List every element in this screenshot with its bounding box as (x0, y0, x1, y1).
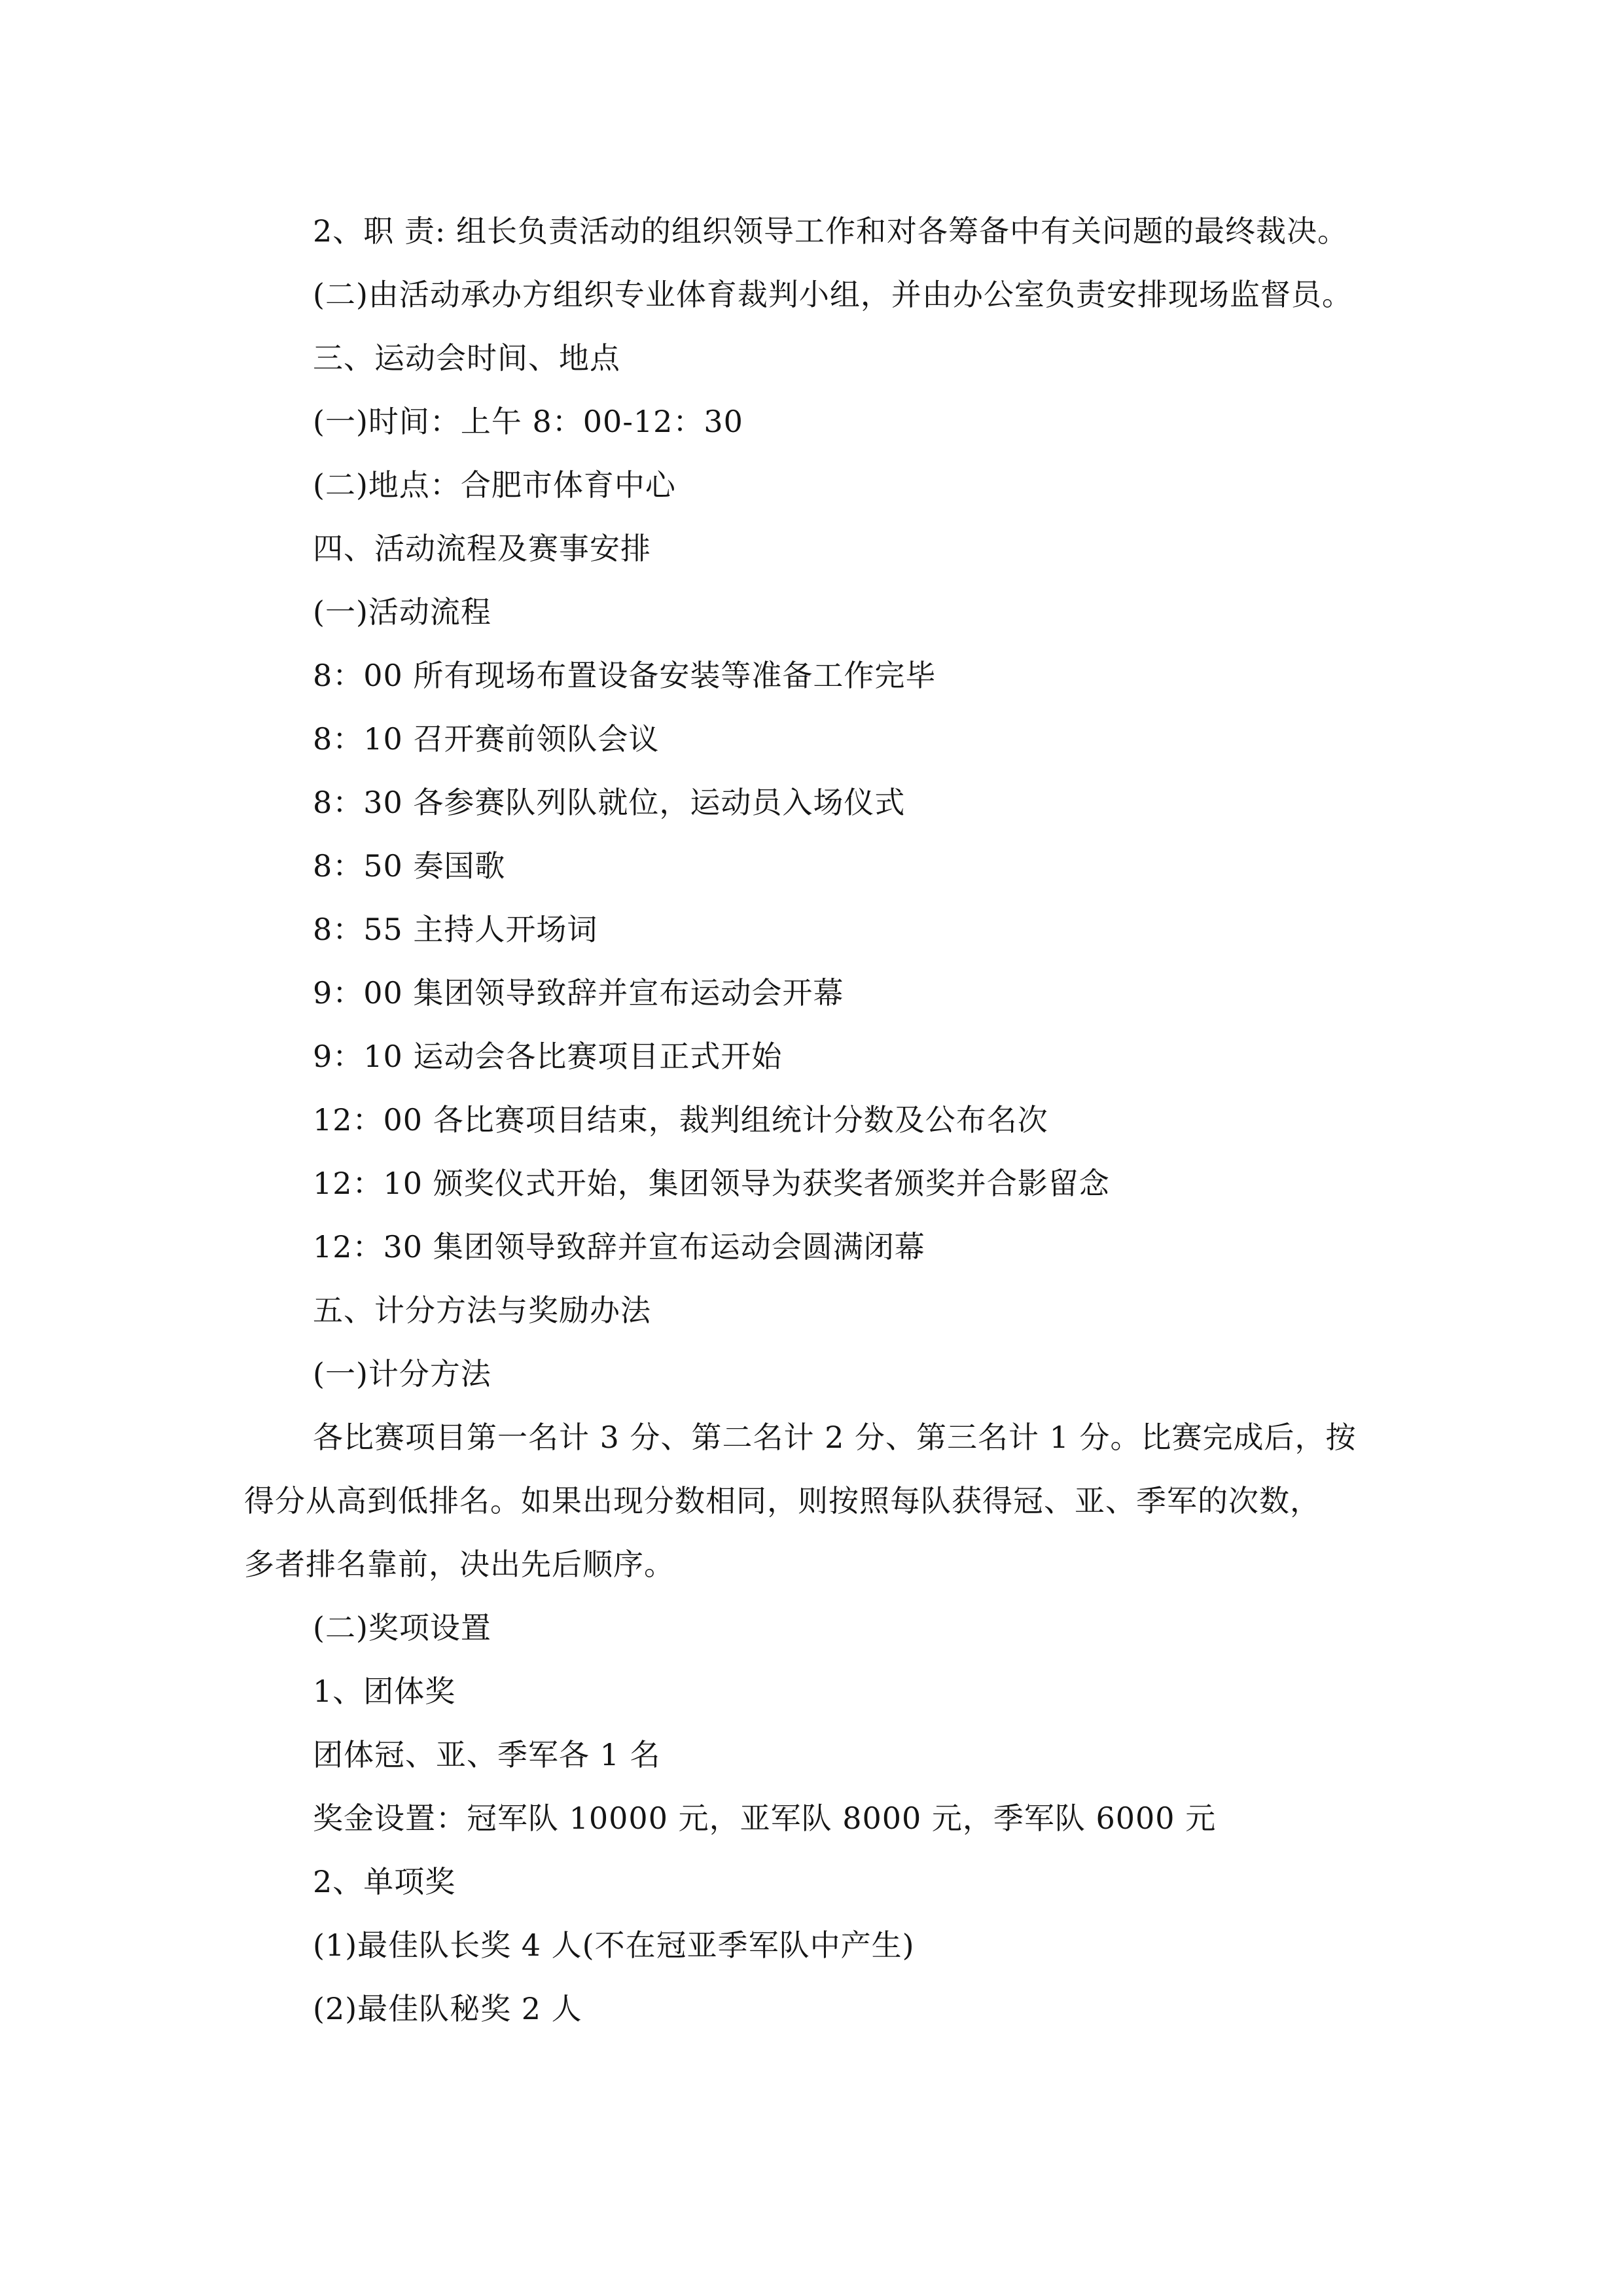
schedule-item: 12：10 颁奖仪式开始，集团领导为获奖者颁奖并合影留念 (313, 1166, 1110, 1201)
subheading-activity-flow: (一)活动流程 (313, 594, 491, 630)
schedule-item: 8：50 奏国歌 (313, 848, 506, 884)
heading-scoring-awards: 五、计分方法与奖励办法 (313, 1293, 651, 1328)
text-line-team-places: 团体冠、亚、季军各 1 名 (313, 1737, 661, 1772)
paragraph-line: 得分从高到低排名。如果出现分数相同，则按照每队获得冠、亚、季军的次数， (244, 1483, 1321, 1518)
subheading-award-settings: (二)奖项设置 (313, 1610, 491, 1645)
text-line-place: (二)地点：合肥市体育中心 (313, 467, 676, 503)
text-line-best-secretary: (2)最佳队秘奖 2 人 (313, 1991, 582, 2026)
schedule-item: 8：10 召开赛前领队会议 (313, 721, 660, 757)
subheading-scoring-method: (一)计分方法 (313, 1356, 491, 1391)
heading-activity-schedule: 四、活动流程及赛事安排 (313, 531, 651, 566)
schedule-item: 9：10 运动会各比赛项目正式开始 (313, 1039, 783, 1074)
schedule-item: 8：00 所有现场布置设备安装等准备工作完毕 (313, 658, 936, 693)
text-line-best-captain: (1)最佳队长奖 4 人(不在冠亚季军队中产生) (313, 1928, 915, 1963)
schedule-item: 9：00 集团领导致辞并宣布运动会开幕 (313, 975, 844, 1011)
paragraph-line: 多者排名靠前，决出先后顺序。 (244, 1547, 675, 1582)
paragraph-line: 各比赛项目第一名计 3 分、第二名计 2 分、第三名计 1 分。比赛完成后，按 (313, 1420, 1357, 1455)
text-line-time: (一)时间：上午 8：00-12：30 (313, 404, 743, 439)
schedule-item: 12：00 各比赛项目结束，裁判组统计分数及公布名次 (313, 1102, 1048, 1138)
text-line-referee-group: (二)由活动承办方组织专业体育裁判小组，并由办公室负责安排现场监督员。 (313, 277, 1353, 312)
schedule-item: 8：55 主持人开场词 (313, 912, 598, 947)
schedule-item: 12：30 集团领导致辞并宣布运动会圆满闭幕 (313, 1229, 925, 1265)
text-line-responsibility: 2、职 责: 组长负责活动的组织领导工作和对各筹备中有关问题的最终裁决。 (313, 213, 1349, 249)
text-line-individual-award: 2、单项奖 (313, 1864, 456, 1899)
text-line-team-award: 1、团体奖 (313, 1674, 456, 1709)
text-line-prize-money: 奖金设置：冠军队 10000 元，亚军队 8000 元，季军队 6000 元 (313, 1801, 1217, 1836)
schedule-item: 8：30 各参赛队列队就位，运动员入场仪式 (313, 785, 906, 820)
heading-time-place: 三、运动会时间、地点 (313, 340, 620, 376)
